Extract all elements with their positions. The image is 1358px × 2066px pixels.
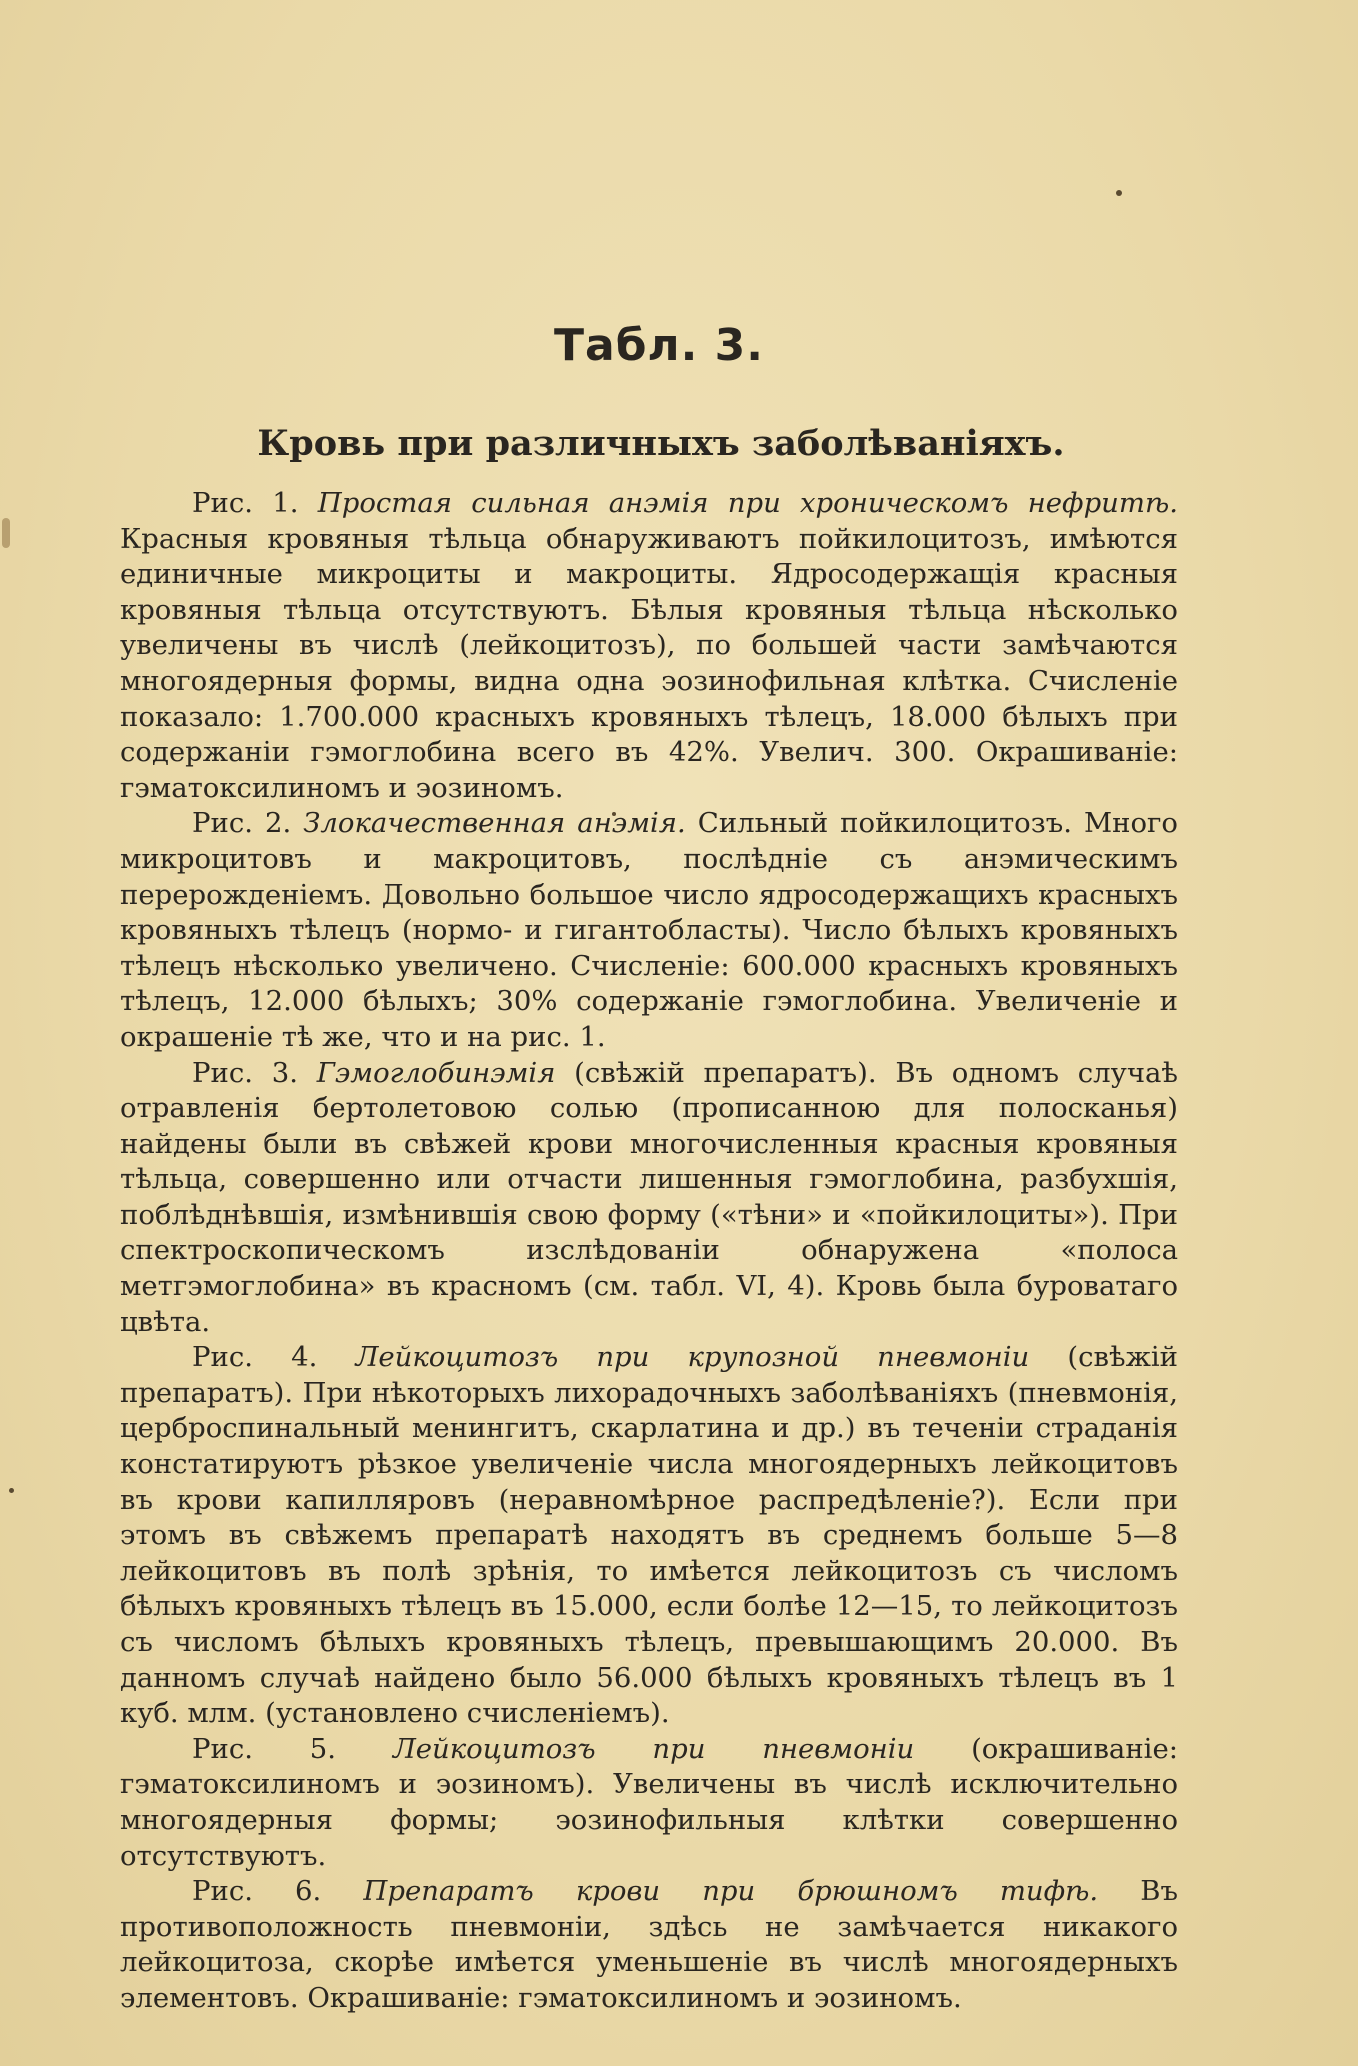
figure-descriptions <box>120 486 1178 2017</box>
document-page <box>120 320 1178 2017</box>
paper-spot <box>2 518 10 548</box>
figure-caption: Гэмоглобинэмія <box>316 1056 556 1089</box>
figure-description <box>120 1056 1178 1341</box>
figure-caption: Лейкоцитозъ при пневмоніи <box>392 1732 915 1765</box>
figure-caption: Простая сильная анэмія при хроническомъ нефритѣ. <box>317 487 1178 519</box>
figure-caption: Злокачественная анэмія. <box>303 807 686 840</box>
figure-caption: Лейкоцитозъ при крупозной пневмоніи <box>355 1341 1030 1374</box>
figure-description <box>120 486 1178 806</box>
figure-number: Рис. 5. <box>192 1732 337 1765</box>
figure-text: (свѣжій препаратъ). При нѣкоторыхъ лихорадочныхъ заболѣваніяхъ (пневмонія, церброспинальный менингитъ, скарлатина и др.) въ теченіи страданія констатируютъ рѣзкое увеличеніе числа многоядерныхъ лейкоцитовъ въ крови капилляровъ (неравномѣрное распредѣленіе?). Если при этомъ въ свѣжемъ препаратѣ находятъ въ среднемъ больше 5—8 лейкоцитовъ въ полѣ зрѣнія, то имѣется лейкоцитозъ съ числомъ бѣлыхъ кровяныхъ тѣлецъ въ 15.000, если болѣе 12—15, то лейкоцитозъ съ числомъ бѣлыхъ кровяныхъ тѣлецъ, превышающимъ 20.000. Въ данномъ случаѣ найдено было 56.000 бѣлыхъ кровяныхъ тѣлецъ въ 1 куб. млм. (установлено счисленіемъ). <box>120 1341 1178 1730</box>
figure-number: Рис. 6. <box>192 1875 322 1908</box>
section-title: Кровь при различныхъ заболѣваніяхъ. <box>257 423 1065 464</box>
figure-text: Сильный пойкилоцитозъ. Много микроцитовъ и макроцитовъ, послѣдніе съ анэмическимъ перерожденіемъ. Довольно большое число ядросодержащихъ красныхъ кровяныхъ тѣлецъ (нормо- и гигантобласты). Число бѣлыхъ кровяныхъ тѣлецъ нѣсколько увеличено. Счисленіе: 600.000 красныхъ кровяныхъ тѣлецъ, 12.000 бѣлыхъ; 30% содержаніе гэмоглобина. Увеличеніе и окрашеніе тѣ же, что и на рис. 1. <box>120 807 1178 1053</box>
plate-title: Табл. 3. <box>553 320 765 371</box>
paper-spot <box>1116 190 1122 196</box>
figure-text: (свѣжій препаратъ). Въ одномъ случаѣ отравленія бертолетовою солью (прописанною для полосканья) найдены были въ свѣжей крови многочисленныя красныя кровяныя тѣльца, совершенно или отчасти лишенныя гэмоглобина, разбухшія, поблѣднѣвшія, измѣнившія свою форму («тѣни» и «пойкилоциты»). При спектроскопическомъ изслѣдованіи обнаружена «полоса метгэмоглобина» въ красномъ (см. табл. VI, 4). Кровь была буроватаго цвѣта. <box>120 1056 1178 1338</box>
figure-description <box>120 806 1178 1055</box>
figure-number: Рис. 3. <box>192 1056 298 1089</box>
figure-description <box>120 1340 1178 1732</box>
figure-text: (окрашиваніе: гэматоксилиномъ и эозиномъ). Увеличены въ числѣ исключительно многоядерныя формы; эозинофильныя клѣтки совершенно отсутствуютъ. <box>120 1732 1178 1872</box>
figure-number: Рис. 1. <box>192 487 299 519</box>
figure-number: Рис. 4. <box>192 1341 318 1374</box>
figure-number: Рис. 2. <box>192 807 292 840</box>
figure-text: Красныя кровяныя тѣльца обнаруживаютъ пойкилоцитозъ, имѣются единичные микроциты и макроциты. Ядросодержащія красныя кровяныя тѣльца отсутствуютъ. Бѣлыя кровяныя тѣльца нѣсколько увеличены въ числѣ (лейкоцитозъ), по большей части замѣчаются многоядерныя формы, видна одна эозинофильная клѣтка. Счисленіе показало: 1.700.000 красныхъ кровяныхъ тѣлецъ, 18.000 бѣлыхъ при содержаніи гэмоглобина всего въ 42%. Увелич. 300. Окрашиваніе: гэматоксилиномъ и эозиномъ. <box>120 522 1178 804</box>
figure-description <box>120 1732 1178 1874</box>
figure-description <box>120 1874 1178 2016</box>
figure-text: Въ противоположность пневмоніи, здѣсь не замѣчается никакого лейкоцитоза, скорѣе имѣется уменьшеніе въ числѣ многоядерныхъ элементовъ. Окрашиваніе: гэматоксилиномъ и эозиномъ. <box>120 1875 1178 2014</box>
figure-caption: Препаратъ крови при брюшномъ тифѣ. <box>363 1875 1099 1908</box>
paper-spot <box>9 1488 14 1493</box>
